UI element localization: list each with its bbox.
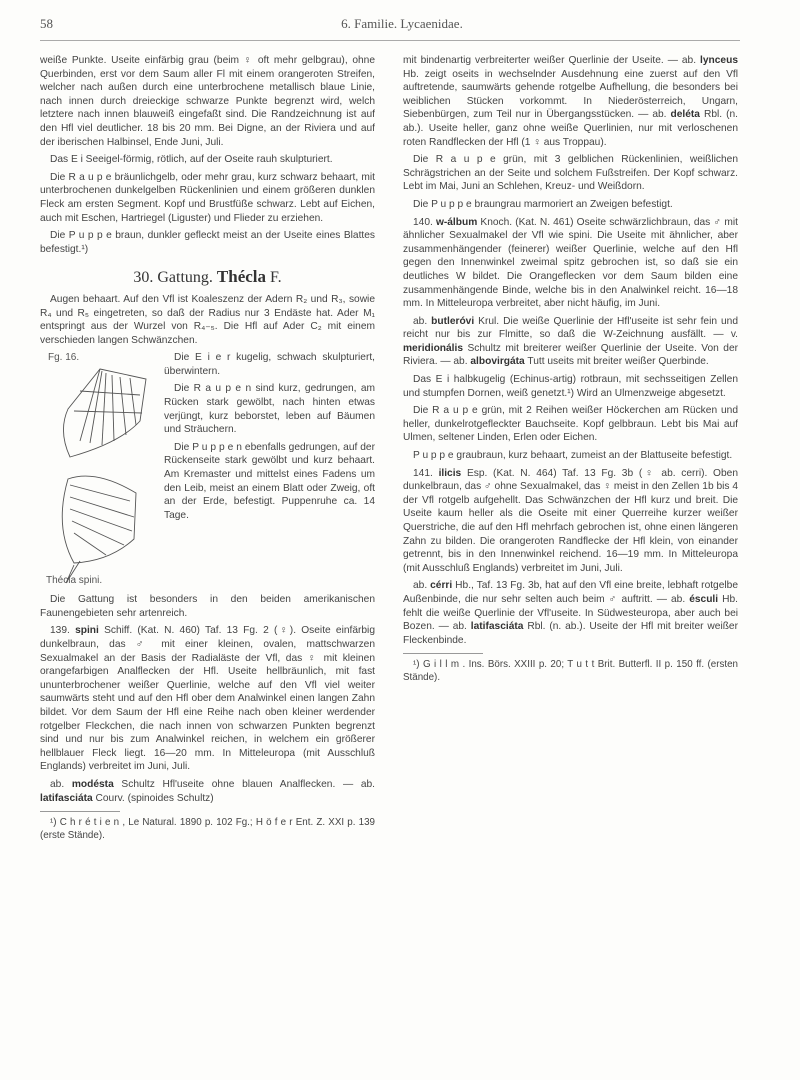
paragraph: P u p p e graubraun, kurz behaart, zumeist an der Blattuseite befestigt.: [413, 450, 733, 462]
hindwing-vein: [70, 485, 130, 501]
forewing-vein: [80, 391, 140, 395]
hindwing-vein: [72, 521, 124, 545]
paragraph: Das E i Seeigel-förmig, rötlich, auf der Oseite rauh skulpturiert.: [50, 154, 333, 166]
figure-number: Fg. 16.: [48, 352, 80, 364]
footnote-rule: [40, 811, 120, 812]
forewing-vein: [130, 378, 136, 425]
footnote: ¹) G i l l m . Ins. Börs. XXIII p. 20; T u t t Brit. Butterfl. II p. 150 ff. (ersten Stände).: [403, 659, 738, 684]
paragraph: Augen behaart. Auf den Vfl ist Koaleszenz der Adern R₂ und R₃, sowie R₄ und R₅ eingetreten, so daß der Radius nur 3 Endäste hat. Ader M₁ entspringt aus der Wurzel von R₄₋₅. Die Hfl auf Ader C₂ mit einem verschieden langen Schwänzchen.: [40, 293, 375, 346]
genus-heading: [40, 267, 375, 287]
paragraph: Die P u p p e braungrau marmoriert an Zweigen befestigt.: [413, 198, 673, 210]
wing-venation-diagram: [40, 351, 158, 593]
genus-name: Thécla: [216, 267, 267, 287]
hindwing-vein: [70, 509, 132, 531]
running-title: 6. Familie. Lycaenidae.: [341, 16, 463, 31]
page-header: [40, 16, 740, 38]
footnote: ¹) C h r é t i e n , Le Natural. 1890 p. 102 Fg.; H ö f e r Ent. Z. XXI p. 139 (erste Stände).: [40, 817, 375, 842]
footnote-rule: [403, 653, 483, 654]
species-name: deléta: [670, 109, 700, 121]
paragraph: mit bindenartig verbreiterter weißer Querlinie der Useite. — ab. lynceus Hb. zeigt oseits in wechselnder Ausdehnung eine zuerst auf den Vfl auftretende, saumwärts gehende rotgelbe Aufhellung, die besonders bei weiblichen Stücken vorkommt. In Niederösterreich, Ungarn, Siebenbürgen, zum Teil nur in Übergangsstücken. — ab. deléta Rbl. (n. ab.). Useite heller, ganz ohne weiße Querlinien, nur mit verloschenen roten Randflecken der Hfl (1 ♀ aus Troppau).: [403, 55, 739, 148]
hindwing-vein: [74, 533, 106, 555]
aberration-entry: ab. butleróvi Krul. Die weiße Querlinie der Hfl'useite ist sehr fein und reicht nur bis zur Flmitte, so daß die W-Zeichnung ausfällt. — v. meridionális Schultz mit breiterer weißer Querlinie der Useite. Von der Riviera. — ab. albovirgáta Tutt useits mit breiter weißer Querbinde.: [403, 315, 738, 368]
forewing-vein: [80, 369, 100, 441]
paragraph: Die R a u p e grün, mit 3 gelblichen Rückenlinien, weißlichen Schrägstrichen an der Seite und solchem Fußstreifen. Der Kopf schwarz. Lebt im Mai, Juni an Schlehen, Kreuz- und Weißdorn.: [403, 154, 738, 193]
forewing-vein: [74, 411, 142, 413]
species-name: spini: [75, 625, 99, 637]
species-entry: 140. w-álbum Knoch. (Kat. N. 461) Oseite schwärzlichbraun, das ♂ mit ähnlicher Sexualmakel der Vfl wie spini. Die Useite mit ähnlicher, aber zusammenhängender (feinerer) weißer Querlinie, welche auf den Hfl gegen den Innenwinkel zweimal spitz gebrochen ist, so daß sie ein deutliches W bildet. Die Orangeflecken vor dem Saum bilden eine zusammenhängende Binde, welche bis in den Analwinkel reicht. 16—18 mm. In Mitteleuropa verbreitet, aber nicht häufig, im Juni.: [403, 216, 738, 310]
forewing-vein: [112, 375, 114, 441]
species-name: albovirgáta: [470, 356, 525, 368]
species-name: butleróvi: [431, 315, 475, 327]
figure-side-text: [164, 351, 375, 593]
figure-block: [40, 351, 375, 593]
species-entry: 139. spini Schiff. (Kat. N. 460) Taf. 13 Fg. 2 (♀). Oseite einfärbig dunkelbraun, das ♂ mit einer kleinen, ovalen, mattschwarzen Sexualmakel an der Basis der Radialäste der Vfl, das ♀ mit kleinen orangefarbigen Analflecken der Hfl. Useite hellbräunlich, mit fast ununterbrochener weißer Querlinie, welche auf den Vfl viel weiter saumwärts steht und auf den Hfl ober dem Analwinkel einen langen Zahn bildet. Vor dem Saum der Hfl eine Reihe nach oben kleiner werdender rotgelber Fleckchen, die nach innen von schwarzen Punkten begrenzt sind und nur bis zum Analwinkel reichen, in welchem ein größerer hellblauer Fleck liegt. 16—20 mm. In Mitteleuropa (mit Ausschluß Englands) verbreitet im Juni, Juli.: [40, 625, 375, 773]
species-name: ilicis: [438, 467, 462, 479]
page-number: 58: [40, 16, 53, 31]
paragraph: Die R a u p e n sind kurz, gedrungen, am Rücken stark gewölbt, nach hinten etwas verjüngt, kurz beborstet, leben auf Bäumen und Sträuchern.: [164, 383, 375, 436]
header-rule: [40, 40, 740, 41]
species-name: latifasciáta: [470, 621, 524, 633]
paragraph: Die E i e r kugelig, schwach skulpturiert, überwintern.: [164, 352, 375, 377]
left-column: [40, 54, 375, 846]
forewing-vein: [102, 373, 106, 445]
paragraph: Die P u p p e n ebenfalls gedrungen, auf der Rückenseite stark gewölbt und kurz behaart. Am Kremaster und mittelst eines Fadens um den Leib, meist an einem Blatt oder Zweig, oft an der Erde, befestigt. Puppenruhe ca. 14 Tage.: [164, 441, 375, 521]
species-name: w-álbum: [435, 216, 478, 228]
paragraph: Die P u p p e braun, dunkler gefleckt meist an der Useite eines Blattes befestigt.¹): [40, 230, 375, 255]
species-name: cérri: [430, 580, 453, 592]
species-name: modésta: [71, 779, 114, 790]
right-column: [403, 54, 738, 688]
figure: [40, 351, 158, 593]
species-name: meridionális: [403, 342, 464, 354]
species-entry: 141. ilicis Esp. (Kat. N. 464) Taf. 13 Fg. 3b (♀ ab. cerri). Oben dunkelbraun, das ♂ ohne Sexualmakel, das ♀ meist in den Zellen 1b bis 4 der Vfl rotgelb aufgehellt. Das Schwänzchen der Hfl kurz und breit. Die Useite kaum heller als die Oseite mit einer Querreihe kurzer weißer Querstriche, die auf den Hfl mehrfach gebrochen ist, ohne einen längeren Zahn zu bilden. Die orangeroten Randflecke der Hfl klein, von einander getrennt, bis in den Innenwinkel reichend. 16—19 mm. In Mitteleuropa (mit Ausschluß Englands) verbreitet im Juni, Juli.: [403, 467, 738, 574]
paragraph: Das E i halbkugelig (Echinus-artig) rotbraun, mit sechsseitigen Zellen und stumpfen Dornen, weiß genetzt.¹) Wird an Ulmenzweige abgesetzt.: [403, 374, 738, 399]
paragraph: Die R a u p e bräunlichgelb, oder mehr grau, kurz schwarz behaart, mit unterbrochenen dunkelgelben Rückenlinien und einem größeren dunklen Fleck am ersten Segment. Kopf und Brustfüße schwarz. Lebt auf Eichen, auch mit Eschen, Hartriegel (Liguster) und Flieder zu erziehen.: [40, 171, 375, 224]
paragraph: weiße Punkte. Useite einfärbig grau (beim ♀ oft mehr gelbgrau), ohne Querbinden, erst vor dem Saum aller Fl mit einem orangeroten Streifen, welcher nach außen durch eine unterbrochene metallisch blaue Linie, nach innen durch dreieckige schwarze Punkte begrenzt wird, welch letztere nach innen blauweiß eingefaßt sind. Die Randzeichnung ist auf den Hfl viel deutlicher. 18 bis 20 mm. Bei Digne, an der Riviera und auf der iberischen Halbinsel, Ende Juni, Juli.: [40, 55, 375, 148]
genus-prefix: 30. Gattung.: [133, 269, 213, 287]
figure-caption: Thécla spini.: [46, 574, 103, 586]
hindwing-vein: [70, 497, 134, 517]
species-name: ésculi: [689, 593, 719, 605]
genus-author: F.: [270, 269, 282, 287]
forewing-vein: [120, 377, 126, 435]
aberration-entry: ab. modésta Schultz Hfl'useite ohne blauen Analflecken. — ab. latifasciáta Courv. (spinoides Schultz): [40, 779, 375, 804]
species-name: lynceus: [700, 55, 738, 66]
paragraph: Die Gattung ist besonders in den beiden amerikanischen Faunengebieten sehr artenreich.: [40, 594, 375, 619]
aberration-entry: ab. cérri Hb., Taf. 13 Fg. 3b, hat auf den Vfl eine breite, lebhaft rotgelbe Außenbinde, die nur sehr selten auch beim ♂ auftritt. — ab. ésculi Hb. fehlt die weiße Querlinie der Vfl'useite. In Südwesteuropa, aber auch bei Bozen. — ab. latifasciáta Rbl. (n. ab.). Useite der Hfl mit breiter weißer Fleckenbinde.: [403, 580, 738, 646]
species-name: latifasciáta: [40, 792, 93, 804]
paragraph: Die R a u p e grün, mit 2 Reihen weißer Höckerchen am Rücken und heller, dunkelrotgefleckter Bauchseite. Kopf gelbbraun. Lebt bis Mai auf Ulmen, seltener Linden, Erlen oder Eichen.: [403, 405, 738, 444]
